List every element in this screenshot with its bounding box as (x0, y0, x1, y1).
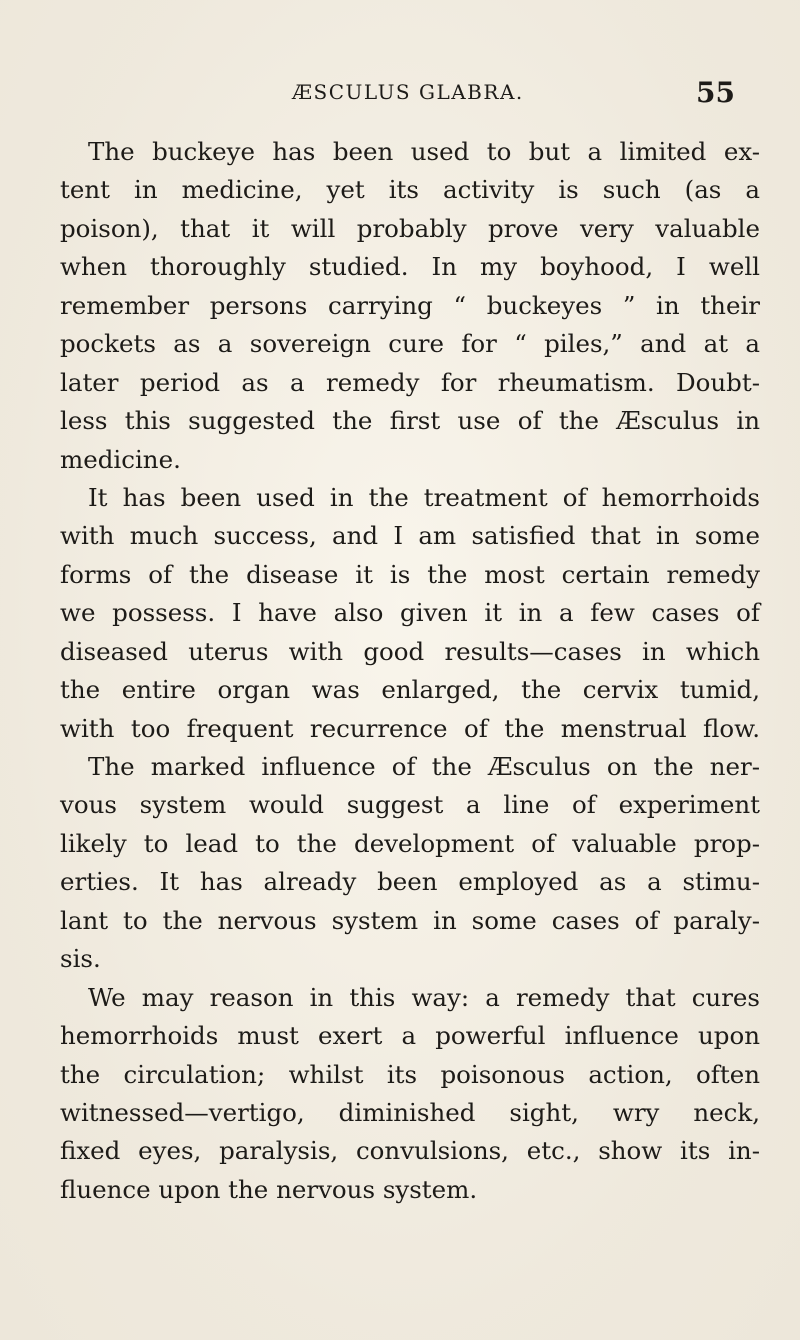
text-line: less this suggested the first use of the Æsculus in (60, 406, 760, 436)
text-line: diseased uterus with good results—cases in which (60, 636, 760, 666)
text-line: vous system would suggest a line of experiment (60, 790, 760, 820)
text-line: forms of the disease it is the most certain remedy (60, 559, 760, 589)
text-line: medicine. (60, 444, 181, 474)
text-line: lant to the nervous system in some cases of paraly- (60, 905, 760, 935)
running-head (0, 78, 800, 110)
running-title: ÆSCULUS GLABRA. (292, 80, 524, 104)
text-line: fluence upon the nervous system. (60, 1174, 478, 1204)
text-line: The buckeye has been used to but a limited ex- (88, 137, 760, 166)
text-line: with too frequent recurrence of the menstrual flow. (60, 713, 760, 743)
text-line: sis. (60, 944, 101, 974)
text-line: erties. It has already been employed as a stimu- (60, 867, 760, 897)
page-number: 55 (696, 76, 735, 109)
text-line: later period as a remedy for rheumatism. Doubt- (60, 367, 760, 397)
text-line: fixed eyes, paralysis, convulsions, etc., show its in- (60, 1136, 760, 1166)
text-line: with much success, and I am satisfied that in some (60, 521, 760, 551)
text-line: pockets as a sovereign cure for “ piles,” and at a (60, 329, 760, 359)
text-line: poison), that it will probably prove very valuable (60, 213, 760, 243)
text-line: when thoroughly studied. In my boyhood, I well (60, 252, 760, 282)
text-line: the entire organ was enlarged, the cervix tumid, (60, 675, 760, 705)
text-line: tent in medicine, yet its activity is such (as a (60, 175, 760, 205)
text-line: It has been used in the treatment of hemorrhoids (88, 482, 760, 512)
text-line: the circulation; whilst its poisonous action, often (60, 1059, 760, 1089)
text-line: The marked influence of the Æsculus on the ner- (88, 752, 760, 781)
text-line: witnessed—vertigo, diminished sight, wry neck, (60, 1097, 760, 1127)
text-line: hemorrhoids must exert a powerful influence upon (60, 1021, 760, 1051)
text-line: likely to lead to the development of valuable prop- (60, 828, 760, 858)
text-line: we possess. I have also given it in a few cases of (60, 598, 760, 628)
text-line: We may reason in this way: a remedy that cures (88, 982, 760, 1012)
body-text (60, 133, 760, 1209)
text-line: remember persons carrying “ buckeyes ” in their (60, 290, 760, 320)
